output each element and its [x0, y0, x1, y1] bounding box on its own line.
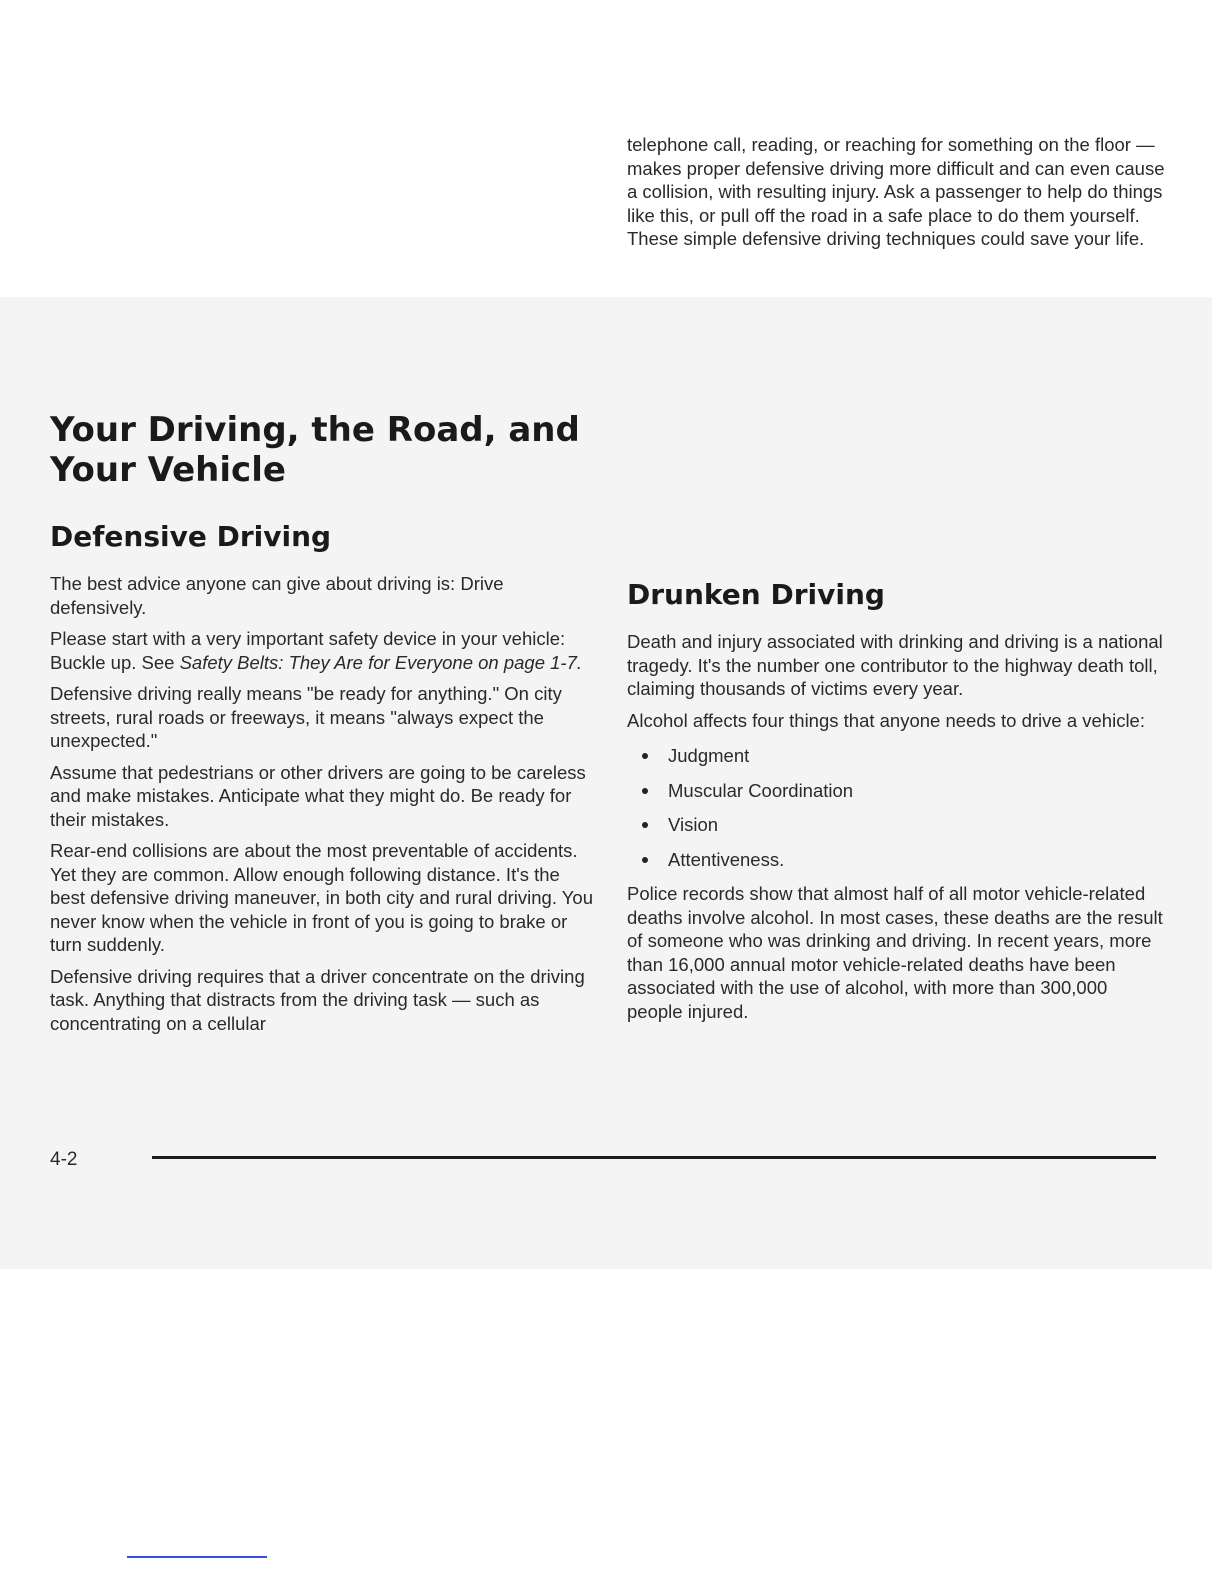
paragraph: Assume that pedestrians or other drivers are going to be careless and make mistakes. Anticipate what they might do. Be ready for their mistakes.	[50, 761, 586, 830]
section-heading-drunken: Drunken Driving	[627, 578, 885, 611]
bullet-icon	[642, 857, 648, 863]
bullet-icon	[642, 822, 648, 828]
bullet-icon	[642, 753, 648, 759]
paragraph: Rear-end collisions are about the most preventable of accidents. Yet they are common. Allow enough following distance. It's the best defensive driving maneuver, in both city and rural driving. You never know when the vehicle in front of you is going to brake or turn suddenly.	[50, 840, 593, 955]
list-item: Attentiveness.	[627, 848, 1167, 872]
list-item: Vision	[627, 813, 1167, 837]
paragraph: Death and injury associated with drinking and driving is a national tragedy. It's the number one contributor to the highway death toll, claiming thousands of victims every year.	[627, 631, 1163, 699]
cross-reference: Safety Belts: They Are for Everyone on page 1-7.	[179, 651, 583, 673]
paragraph: Police records show that almost half of all motor vehicle-related deaths involve alcohol. In most cases, these deaths are the result of someone who was drinking and driving. In recent years, more than 16,000 annual motor vehicle-related deaths have been associated with the use of alcohol, with more than 300,000 people injured.	[627, 883, 1163, 1022]
list-item: Judgment	[627, 744, 1167, 768]
page-title: Your Driving, the Road, and Your Vehicle	[50, 410, 580, 490]
paragraph: Defensive driving requires that a driver concentrate on the driving task. Anything that distracts from the driving task — such as concentrating on a cellular	[50, 965, 585, 1034]
footer-divider	[152, 1156, 1156, 1159]
section-heading-defensive: Defensive Driving	[50, 520, 332, 553]
paragraph: The best advice anyone can give about driving is: Drive defensively.	[50, 573, 504, 618]
bottom-underline	[127, 1556, 267, 1558]
right-column-main	[627, 133, 1167, 259]
paragraph: Alcohol affects four things that anyone needs to drive a vehicle:	[627, 709, 1145, 731]
paragraph	[50, 627, 595, 674]
list-item: Muscular Coordination	[627, 779, 1167, 803]
right-column-drunken	[627, 578, 1167, 1031]
paragraph: Defensive driving really means "be ready for anything." On city streets, rural roads or freeways, it means "always expect the unexpected."	[50, 683, 562, 751]
page-number: 4-2	[50, 1149, 78, 1170]
bullet-icon	[642, 788, 648, 794]
bullet-list	[627, 744, 1167, 871]
left-column	[50, 410, 595, 1043]
paragraph-text: Please start with a very important safety device in your vehicle: Buckle up. See	[50, 628, 566, 673]
paragraph: telephone call, reading, or reaching for something on the floor — makes proper defensive driving more difficult and can even cause a collision, with resulting injury. Ask a passenger to help do things like this, or pull off the road in a safe place to do them yourself. These simple defensive driving techniques could save your life.	[627, 134, 1165, 249]
